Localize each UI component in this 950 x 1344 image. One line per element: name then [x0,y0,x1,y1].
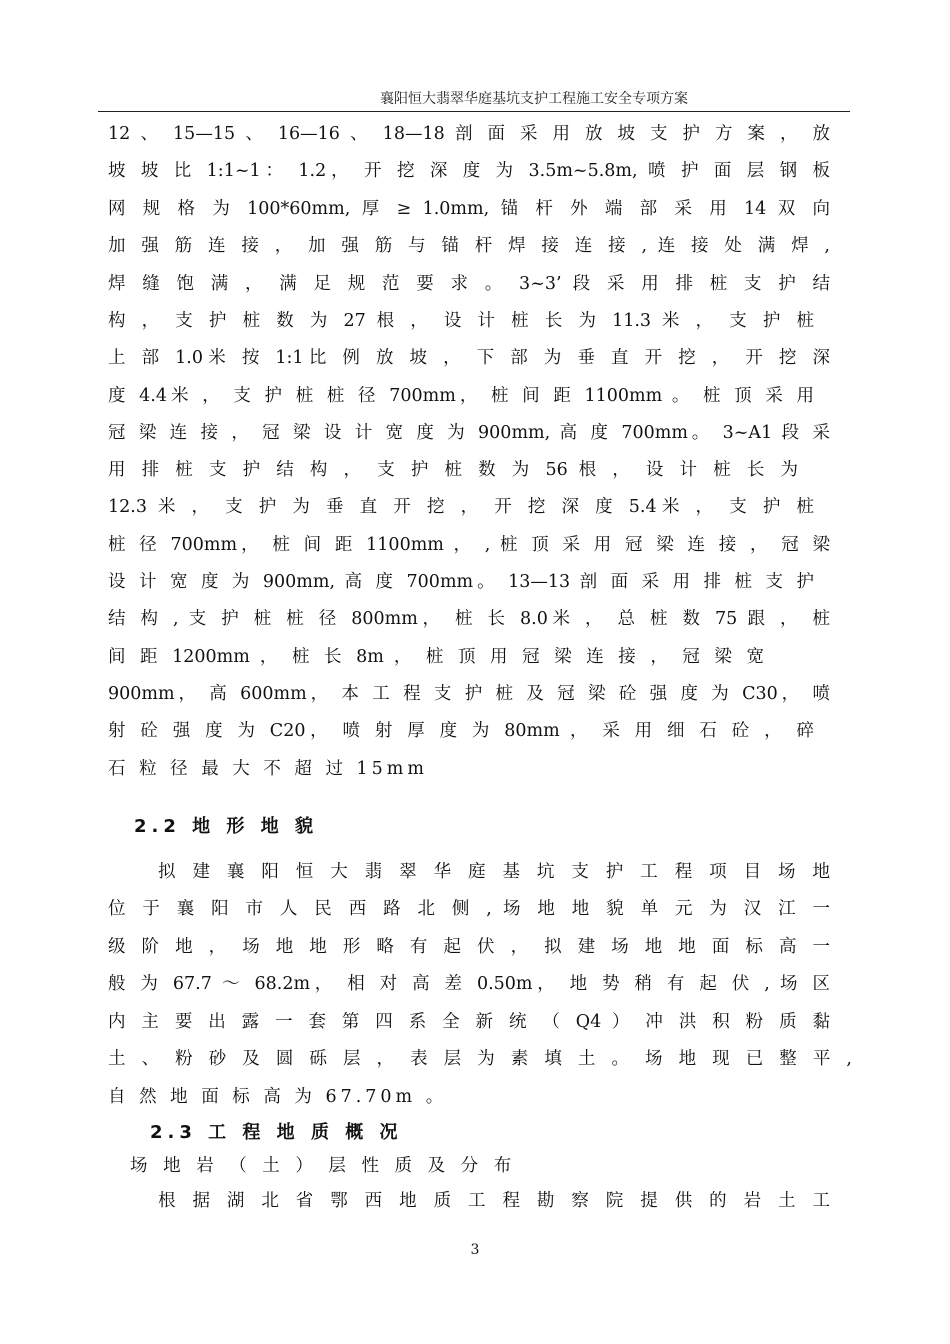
text-line: 设 计 宽 度 为 900mm, 高 度 700mm。 13—13 剖 面 采 用 排 桩 支 护 [108,572,814,592]
text-line: 位 于 襄 阳 市 人 民 西 路 北 侧 , 场 地 地 貌 单 元 为 汉 江 一 [108,899,830,919]
page-number: 3 [470,1242,480,1258]
text-line: 焊 缝 饱 满 ， 满 足 规 范 要 求 。 3~3’ 段 采 用 排 桩 支 护 结 [108,274,830,294]
text-line: 场 地 岩 （ 土 ） 层 性 质 及 分 布 [130,1156,517,1176]
text-line: 土 、 粉 砂 及 圆 砾 层 ， 表 层 为 素 填 土 。 场 地 现 已 整 平 , [108,1049,852,1069]
text-line: 根 据 湖 北 省 鄂 西 地 质 工 程 勘 察 院 提 供 的 岩 土 工 [158,1191,830,1211]
text-line: 上 部 1.0米 按 1:1比 例 放 坡 ， 下 部 为 垂 直 开 挖 ， 开 挖 深 [108,348,830,368]
text-line: 构 ， 支 护 桩 数 为 27 根 ， 设 计 桩 长 为 11.3 米 ， 支 护 桩 [108,311,814,331]
section-heading: 2.2 地 形 地 貌 [134,816,318,837]
text-line: 间 距 1200mm ， 桩 长 8m ， 桩 顶 用 冠 梁 连 接 ， 冠 梁 宽 [108,647,764,667]
text-line: 级 阶 地 ， 场 地 地 形 略 有 起 伏 ， 拟 建 场 地 地 面 标 高 一 [108,937,830,957]
running-header: 襄阳恒大翡翠华庭基坑支护工程施工安全专项方案 [380,91,688,107]
text-line: 加 强 筋 连 接 ， 加 强 筋 与 锚 杆 焊 接 连 接 , 连 接 处 满 焊 , [108,236,830,256]
text-line: 内 主 要 出 露 一 套 第 四 系 全 新 统 （ Q4 ） 冲 洪 积 粉 质 黏 [108,1012,830,1032]
text-line: 用 排 桩 支 护 结 构 ， 支 护 桩 数 为 56 根 ， 设 计 桩 长 为 [108,460,798,480]
text-line: 射 砼 强 度 为 C20， 喷 射 厚 度 为 80mm ， 采 用 细 石 砼 ， 碎 [108,721,814,741]
text-line: 石 粒 径 最 大 不 超 过 15mm [108,759,428,779]
text-line: 900mm， 高 600mm， 本 工 程 支 护 桩 及 冠 梁 砼 强 度 为 C30， 喷 [108,684,830,704]
section-heading: 2.3 工 程 地 质 概 况 [150,1122,403,1143]
text-line: 坡 坡 比 1:1~1： 1.2， 开 挖 深 度 为 3.5m~5.8m, 喷 护 面 层 钢 板 [108,161,830,181]
text-line: 冠 梁 连 接 ， 冠 梁 设 计 宽 度 为 900mm, 高 度 700mm。 3~A1 段 采 [108,423,830,443]
text-line: 12 、 15—15 、 16—16 、 18—18 剖 面 采 用 放 坡 支 护 方 案 ， 放 [108,124,830,144]
text-line: 度 4.4米 ， 支 护 桩 桩 径 700mm， 桩 间 距 1100mm 。 桩 顶 采 用 [108,386,814,406]
text-line: 网 规 格 为 100*60mm, 厚 ≥ 1.0mm, 锚 杆 外 端 部 采 用 14 双 向 [108,199,830,219]
text-line: 结 构 , 支 护 桩 桩 径 800mm， 桩 长 8.0米 ， 总 桩 数 75 跟 ， 桩 [108,609,830,629]
text-line: 自 然 地 面 标 高 为 67.70m 。 [108,1087,448,1107]
text-line: 般 为 67.7 ～ 68.2m， 相 对 高 差 0.50m， 地 势 稍 有 起 伏 , 场 区 [108,974,830,994]
header-rule [98,111,850,112]
text-line: 桩 径 700mm， 桩 间 距 1100mm ， , 桩 顶 采 用 冠 梁 连 接 ， 冠 梁 [108,535,830,555]
text-line: 12.3 米 ， 支 护 为 垂 直 开 挖 ， 开 挖 深 度 5.4米 ， 支 护 桩 [108,497,814,517]
text-line: 拟 建 襄 阳 恒 大 翡 翠 华 庭 基 坑 支 护 工 程 项 目 场 地 [158,862,830,882]
